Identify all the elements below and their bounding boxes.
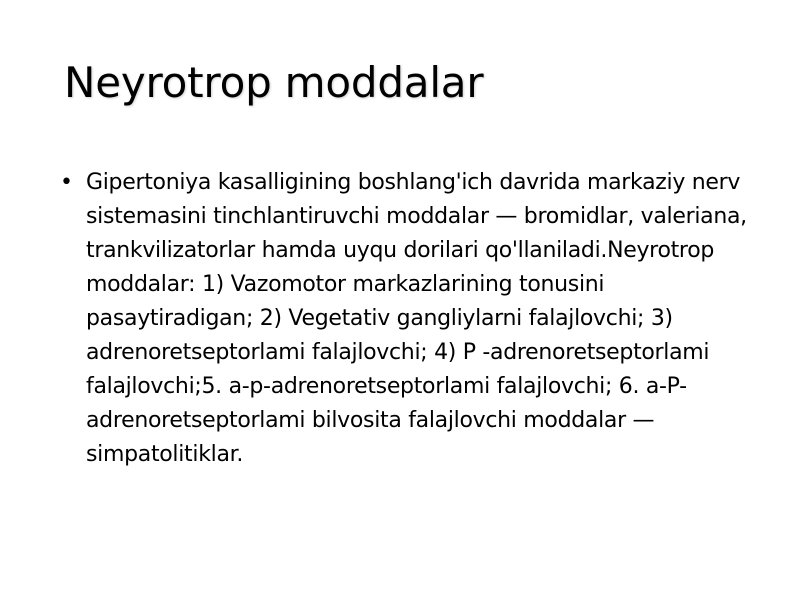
slide-title: Neyrotrop moddalar bbox=[64, 58, 484, 107]
bullet-text: Gipertoniya kasalligining boshlang'ich davrida markaziy nerv sistemasini tinchlantiruvchi moddalar — bromidlar, valeriana, trankvilizatorlar hamda uyqu dorilari qo'llaniladi.Neyrotrop moddalar: 1) Vazomotor markazlarining tonusini pasaytiradigan; 2) Vegetativ gangliylarni falajlovchi; 3) adrenoretseptorlami falajlovchi; 4) P -adrenoretseptorlami falajlovchi;5. a-p-adrenoretseptorlami falajlovchi; 6. a-P-adrenoretseptorlami bilvosita falajlovchi moddalar — simpatolitiklar. bbox=[86, 170, 747, 467]
bullet-marker: • bbox=[60, 170, 73, 195]
bullet-list bbox=[60, 166, 750, 472]
bullet-item bbox=[60, 166, 750, 472]
